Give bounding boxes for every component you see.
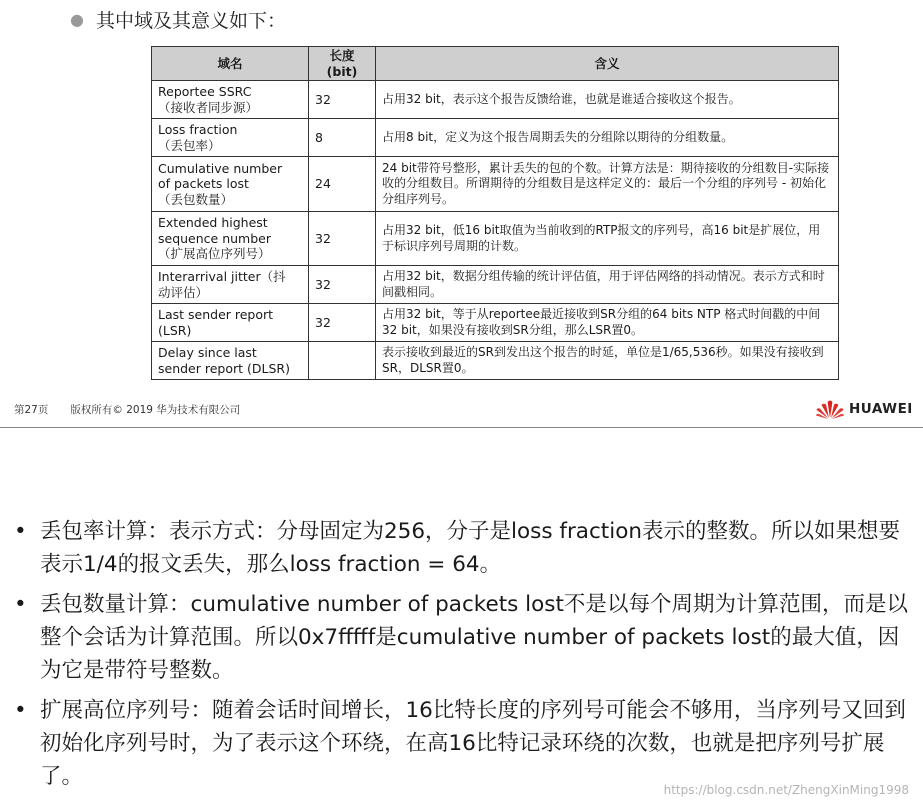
huawei-petals-icon — [815, 399, 845, 419]
table-row — [152, 212, 839, 266]
bullet-icon: ● — [70, 10, 84, 29]
field-name: Delay since last sender report (DLSR) — [152, 342, 309, 380]
table-header-row — [152, 47, 839, 81]
field-name: Loss fraction （丢包率） — [152, 119, 309, 157]
bullet-icon: • — [14, 519, 27, 544]
header-meaning: 含义 — [376, 47, 839, 81]
huawei-logo — [815, 399, 913, 419]
brand-name: HUAWEI — [849, 401, 913, 417]
field-meaning: 占用32 bit，低16 bit取值为当前收到的RTP报文的序列号，高16 bit是扩展位，用于标识序列号周期的计数。 — [376, 212, 839, 266]
section-divider — [0, 427, 923, 428]
field-name: Reportee SSRC （接收者同步源） — [152, 81, 309, 119]
note-text: 扩展高位序列号：随着会话时间增长，16比特长度的序列号可能会不够用，当序列号又回到初始化序列号时，为了表示这个环绕，在高16比特记录环绕的次数，也就是把序列号扩展了。 — [40, 698, 906, 789]
field-length: 32 — [309, 81, 376, 119]
header-length: 长度(bit) — [309, 47, 376, 81]
field-length — [309, 342, 376, 380]
table-row — [152, 266, 839, 304]
field-meaning: 占用32 bit，等于从reportee最近接收到SR分组的64 bits NTP 格式时间戳的中间32 bit，如果没有接收到SR分组，那么LSR置0。 — [376, 304, 839, 342]
field-table — [151, 46, 839, 380]
table-row — [152, 119, 839, 157]
copyright-text: 版权所有© 2019 华为技术有限公司 — [70, 404, 241, 416]
note-item — [14, 588, 914, 687]
field-meaning: 占用32 bit，数据分组传输的统计评估值，用于评估网络的抖动情况。表示方式和时间戳相同。 — [376, 266, 839, 304]
header-field-name: 域名 — [152, 47, 309, 81]
field-name: Last sender report (LSR) — [152, 304, 309, 342]
field-meaning: 表示接收到最近的SR到发出这个报告的时延，单位是1/65,536秒。如果没有接收到SR，DLSR置0。 — [376, 342, 839, 380]
watermark: https://blog.csdn.net/ZhengXinMing1998 — [663, 783, 909, 797]
field-meaning: 占用8 bit，定义为这个报告周期丢失的分组除以期待的分组数量。 — [376, 119, 839, 157]
table-row — [152, 81, 839, 119]
field-name: Interarrival jitter（抖 动评估） — [152, 266, 309, 304]
field-meaning: 占用32 bit，表示这个报告反馈给谁，也就是谁适合接收这个报告。 — [376, 81, 839, 119]
note-item — [14, 694, 914, 793]
table-row — [152, 304, 839, 342]
field-length: 32 — [309, 304, 376, 342]
slide-heading-row — [70, 6, 286, 33]
field-length: 32 — [309, 212, 376, 266]
table-row — [152, 157, 839, 212]
table-row — [152, 342, 839, 380]
note-text: 丢包率计算：表示方式：分母固定为256，分子是loss fraction表示的整数。所以如果想要表示1/4的报文丢失，那么loss fraction = 64。 — [40, 519, 900, 577]
bullet-icon: • — [14, 592, 27, 617]
notes-list — [14, 515, 914, 800]
slide-footer — [14, 402, 240, 417]
slide-heading: 其中域及其意义如下： — [95, 10, 286, 32]
field-name: Extended highest sequence number （扩展高位序列号） — [152, 212, 309, 266]
field-meaning: 24 bit带符号整形，累计丢失的包的个数。计算方法是：期待接收的分组数目-实际接收的分组数目。所谓期待的分组数目是这样定义的：最后一个分组的序列号 - 初始化分组序列号。 — [376, 157, 839, 212]
note-text: 丢包数量计算：cumulative number of packets lost不是以每个周期为计算范围，而是以整个会话为计算范围。所以0x7fffff是cumulative number of packets lost的最大值，因为它是带符号整数。 — [40, 592, 908, 683]
bullet-icon: • — [14, 698, 27, 723]
note-item — [14, 515, 914, 581]
field-length: 24 — [309, 157, 376, 212]
field-length: 8 — [309, 119, 376, 157]
page-number: 第27页 — [14, 404, 49, 416]
field-length: 32 — [309, 266, 376, 304]
field-name: Cumulative number of packets lost （丢包数量） — [152, 157, 309, 212]
